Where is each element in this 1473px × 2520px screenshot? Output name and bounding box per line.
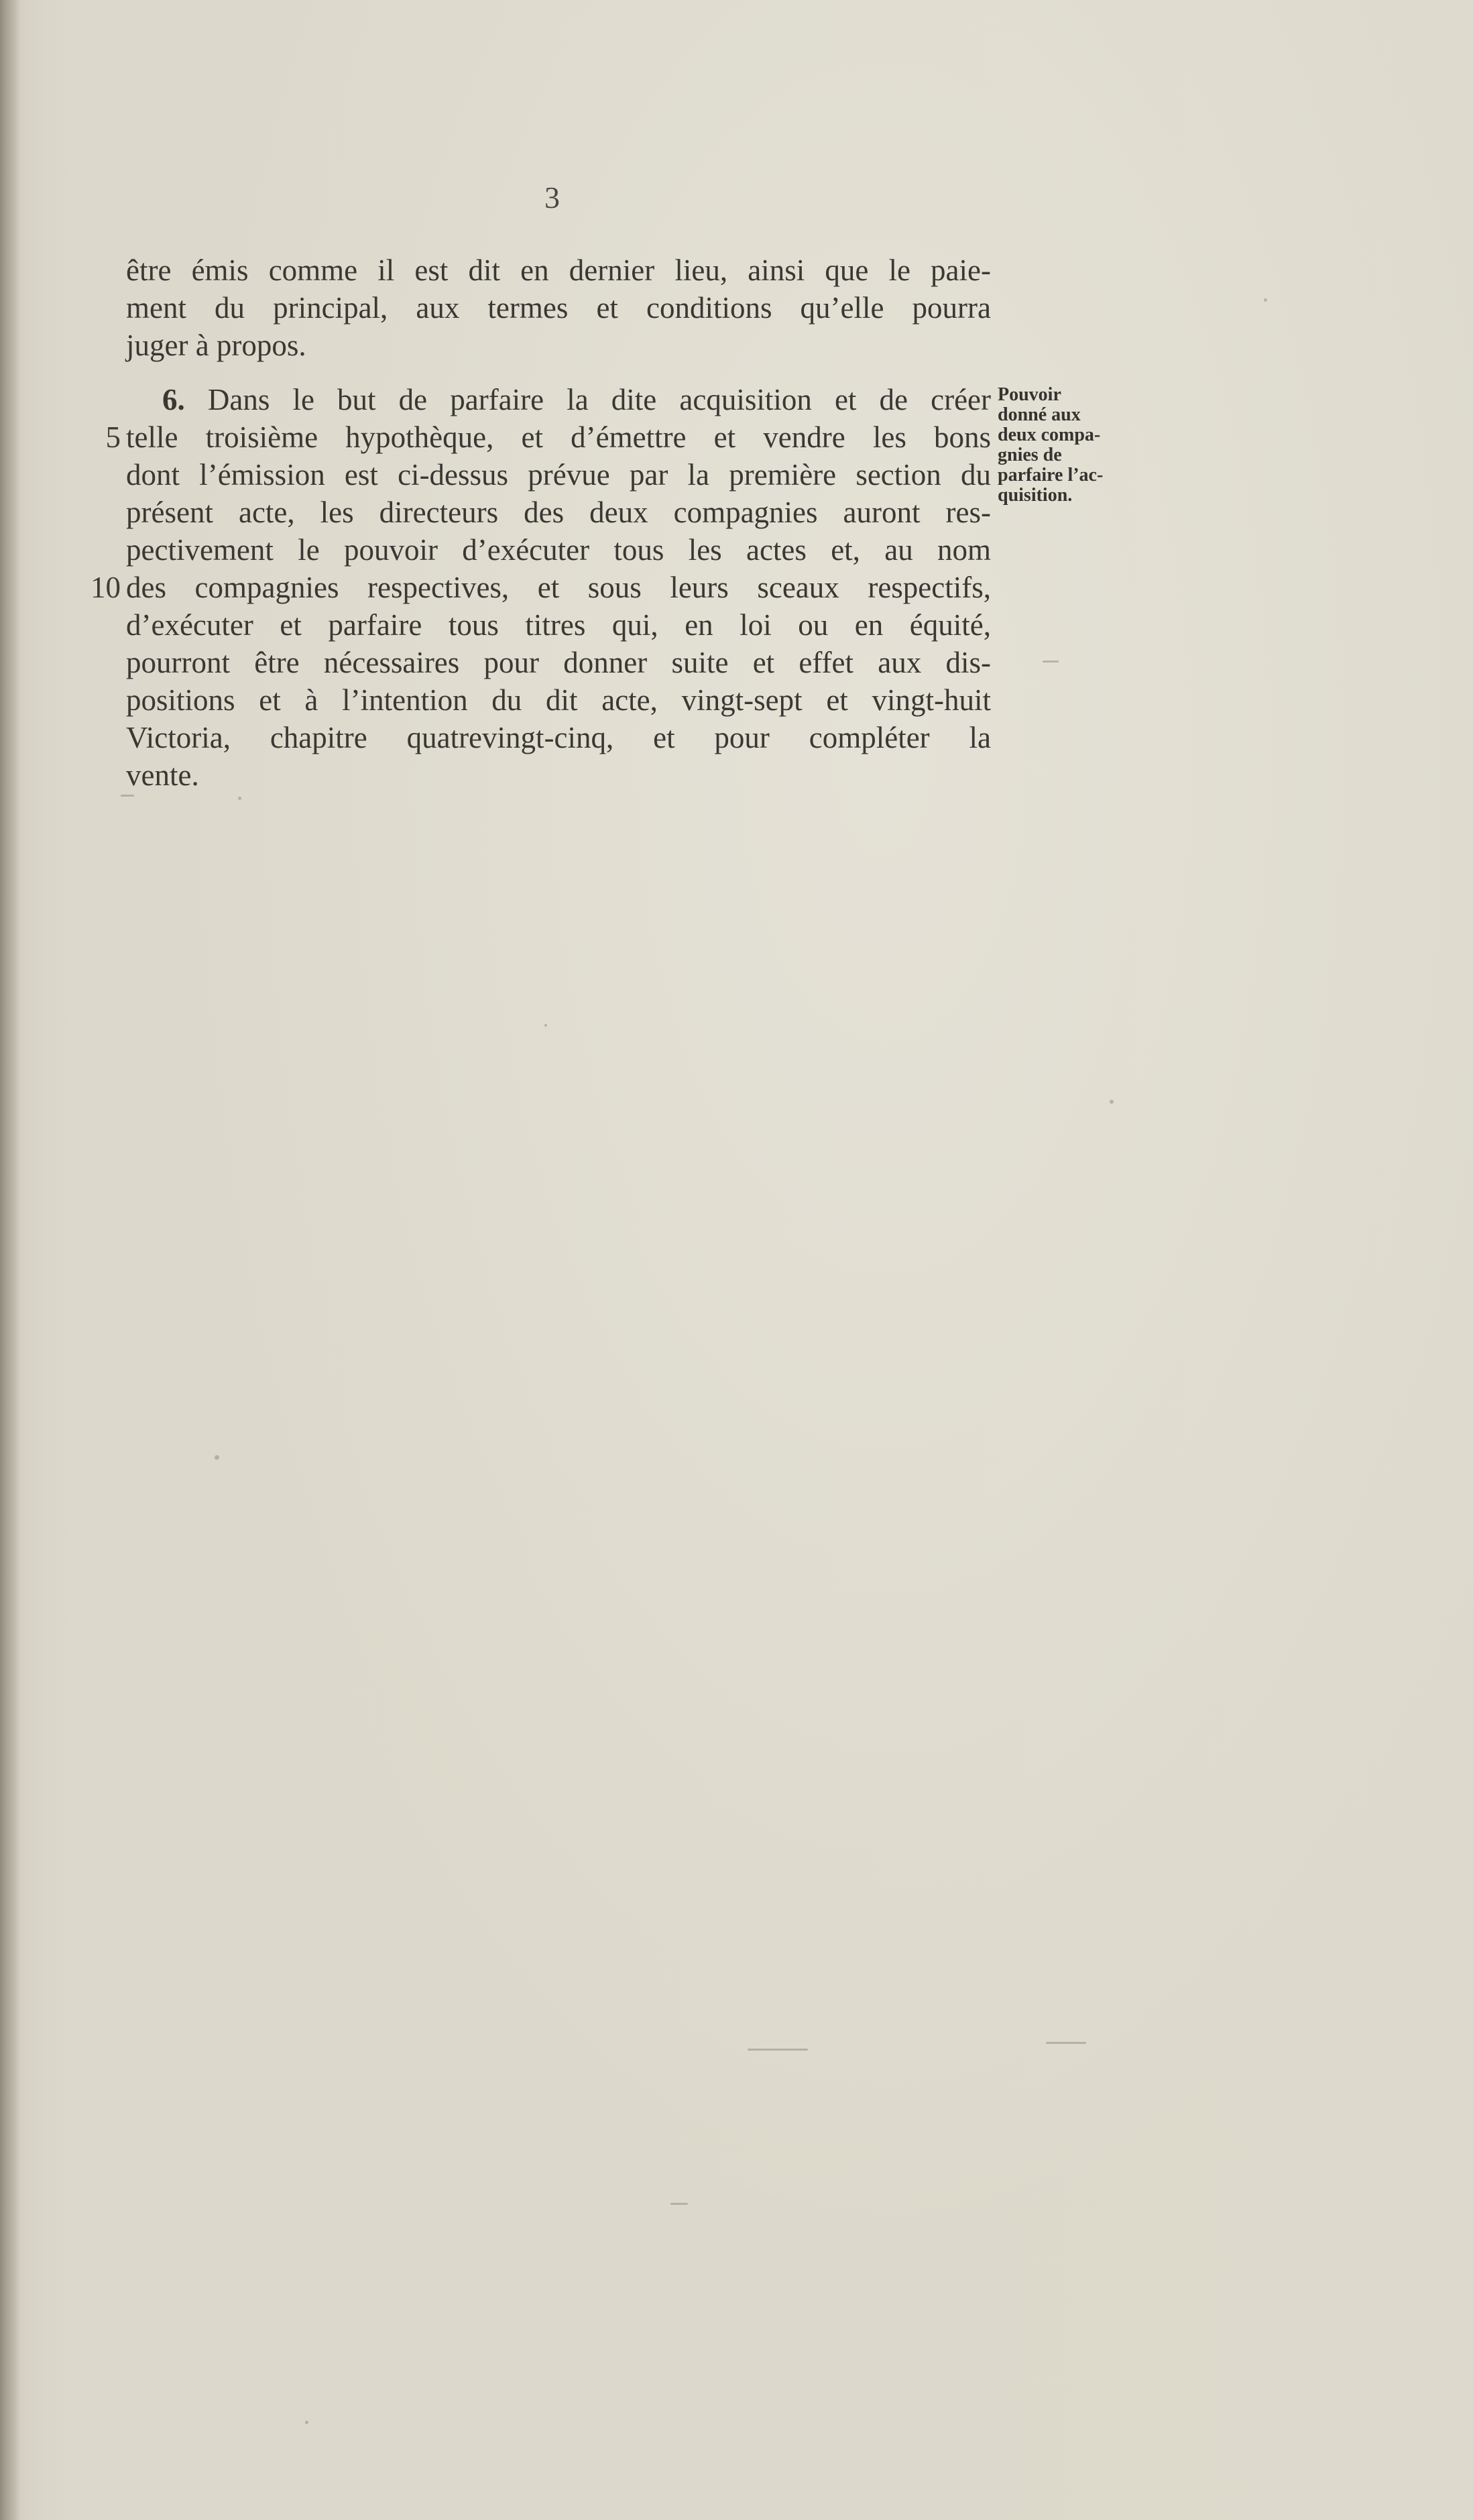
binding-shadow: [0, 0, 20, 2520]
section-6-line-10: Victoria, chapitre quatrevingt-cinq, et pour compléter la: [126, 721, 991, 754]
section-6-line-8: pourront être nécessaires pour donner suite et effet aux dis-: [126, 646, 991, 679]
paper-speck: [544, 1024, 547, 1027]
continuation-line-3: juger à propos.: [126, 329, 306, 362]
paper-speck: [1043, 661, 1059, 663]
section-6-line-4: présent acte, les directeurs des deux compagnies auront res-: [126, 496, 991, 529]
section-6-paragraph: [126, 381, 991, 794]
section-6-first-line-text: Dans le but de parfaire la dite acquisition et de créer: [207, 383, 991, 416]
section-6-line-9: positions et à l’intention du dit acte, vingt-sept et vingt-huit: [126, 683, 991, 717]
marginal-note-line-2: donné aux: [998, 404, 1081, 425]
marginal-note-line-1: Pouvoir: [998, 384, 1061, 405]
paper-speck: [305, 2421, 308, 2424]
continuation-line-1: être émis comme il est dit en dernier lieu, ainsi que le paie-: [126, 253, 991, 287]
section-6-line-5: pectivement le pouvoir d’exécuter tous les actes et, au nom: [126, 533, 991, 567]
marginal-note-line-5: parfaire l’ac-: [998, 465, 1104, 485]
line-number-5: 5: [105, 420, 121, 454]
paper-speck: [748, 2049, 808, 2051]
section-6-line-2: telle troisième hypothèque, et d’émettre et vendre les bons: [126, 420, 991, 454]
paper-speck: [670, 2203, 688, 2205]
marginal-note-line-4: gnies de: [998, 445, 1062, 465]
section-6-line-11: vente.: [126, 758, 199, 792]
marginal-note-line-6: quisition.: [998, 485, 1073, 506]
continuation-paragraph: [126, 251, 991, 364]
paper-speck: [1046, 2042, 1086, 2044]
continuation-line-2: ment du principal, aux termes et conditions qu’elle pourra: [126, 291, 991, 325]
paper-speck: [1264, 298, 1267, 302]
page-number: 3: [544, 180, 560, 215]
line-number-10: 10: [91, 571, 121, 604]
section-number: 6.: [162, 383, 185, 416]
section-6-line-1: [126, 381, 991, 418]
marginal-note-line-3: deux compa-: [998, 424, 1101, 445]
paper-speck: [238, 797, 241, 800]
paper-speck: [121, 795, 134, 797]
section-6-line-3: dont l’émission est ci-dessus prévue par la première section du: [126, 458, 991, 492]
paper-speck: [215, 1455, 219, 1460]
paper-speck: [1110, 1100, 1114, 1104]
section-6-line-6: des compagnies respectives, et sous leurs sceaux respectifs,: [126, 571, 991, 604]
section-6-line-7: d’exécuter et parfaire tous titres qui, en loi ou en équité,: [126, 608, 991, 642]
marginal-note: [998, 385, 1138, 506]
